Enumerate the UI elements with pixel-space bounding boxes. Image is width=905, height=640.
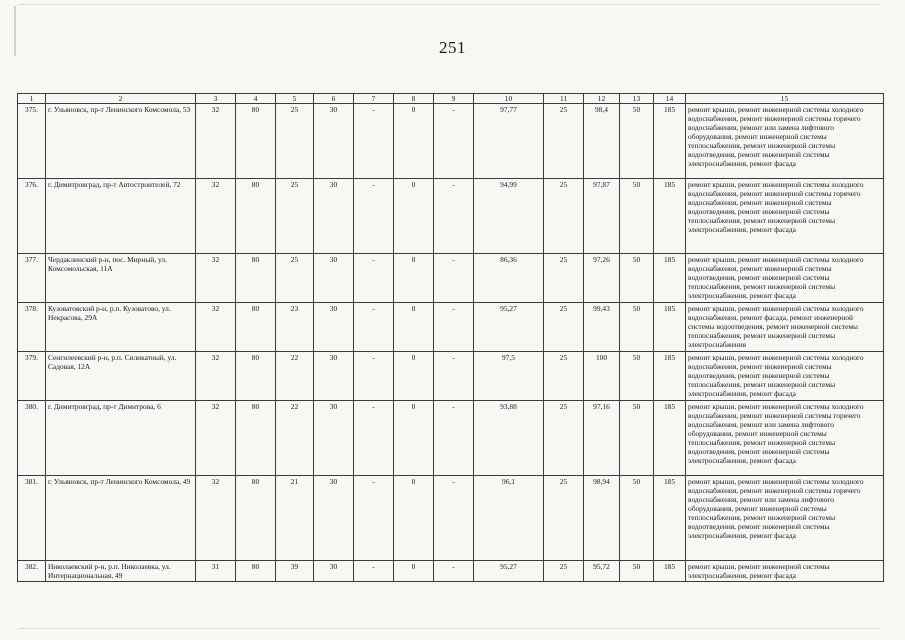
value-cell: - (434, 254, 474, 303)
row-number: 379. (18, 352, 46, 401)
column-number: 13 (620, 94, 654, 104)
table-row (18, 401, 884, 476)
value-cell: 185 (654, 179, 686, 254)
value-cell: 39 (276, 561, 314, 582)
column-number: 5 (276, 94, 314, 104)
value-cell: - (354, 254, 394, 303)
value-cell: 0 (394, 352, 434, 401)
value-cell: - (434, 179, 474, 254)
value-cell: - (434, 561, 474, 582)
value-cell: 0 (394, 254, 434, 303)
value-cell: 185 (654, 352, 686, 401)
row-number: 375. (18, 104, 46, 179)
value-cell: - (354, 179, 394, 254)
row-number: 376. (18, 179, 46, 254)
value-cell: - (354, 352, 394, 401)
address-cell: г. Ульяновск, пр-т Ленинского Комсомола, 53 (46, 104, 196, 179)
value-cell: 80 (236, 401, 276, 476)
value-cell: 97,5 (474, 352, 544, 401)
value-cell: 185 (654, 104, 686, 179)
works-cell: ремонт крыши, ремонт инженерной системы холодного водоснабжения, ремонт инженерной системы горячего водоснабжения, ремонт или замена лифтового оборудования, ремонт инженерной системы теплоснабжения, ремонт инженерной системы водоотведения, ремонт инженерной системы электроснабжения, ремонт фасада (686, 476, 884, 561)
value-cell: - (354, 303, 394, 352)
value-cell: 94,99 (474, 179, 544, 254)
value-cell: 25 (544, 476, 584, 561)
value-cell: 30 (314, 561, 354, 582)
value-cell: 95,27 (474, 561, 544, 582)
value-cell: 30 (314, 254, 354, 303)
value-cell: 50 (620, 104, 654, 179)
value-cell: 98,4 (584, 104, 620, 179)
table-row (18, 254, 884, 303)
column-number: 6 (314, 94, 354, 104)
value-cell: 25 (276, 179, 314, 254)
column-number: 15 (686, 94, 884, 104)
value-cell: 25 (544, 303, 584, 352)
value-cell: 97,26 (584, 254, 620, 303)
value-cell: - (354, 104, 394, 179)
value-cell: 0 (394, 104, 434, 179)
value-cell: 80 (236, 303, 276, 352)
value-cell: 21 (276, 476, 314, 561)
value-cell: 32 (196, 401, 236, 476)
works-cell: ремонт крыши, ремонт инженерной системы холодного водоснабжения, ремонт инженерной системы водоотведения, ремонт инженерной системы теплоснабжения, ремонт инженерной системы электроснабжения, ремонт фасада (686, 254, 884, 303)
works-cell: ремонт крыши, ремонт инженерной системы электроснабжения, ремонт фасада (686, 561, 884, 582)
value-cell: 32 (196, 254, 236, 303)
scan-bottom-border (20, 628, 880, 630)
value-cell: 32 (196, 352, 236, 401)
value-cell: 97,87 (584, 179, 620, 254)
column-number-row (18, 94, 884, 104)
value-cell: 25 (544, 104, 584, 179)
works-cell: ремонт крыши, ремонт инженерной системы холодного водоснабжения, ремонт инженерной системы горячего водоснабжения, ремонт или замена лифтового оборудования, ремонт инженерной системы теплоснабжения, ремонт инженерной системы водоотведения, ремонт инженерной системы электроснабжения, ремонт фасада (686, 104, 884, 179)
value-cell: 32 (196, 104, 236, 179)
value-cell: 93,88 (474, 401, 544, 476)
table-row (18, 476, 884, 561)
value-cell: 185 (654, 303, 686, 352)
works-cell: ремонт крыши, ремонт инженерной системы холодного водоснабжения, ремонт инженерной системы водоотведения, ремонт инженерной системы теплоснабжения, ремонт инженерной системы электроснабжения, ремонт фасада (686, 352, 884, 401)
column-number: 3 (196, 94, 236, 104)
row-number: 378. (18, 303, 46, 352)
value-cell: 0 (394, 476, 434, 561)
column-number: 2 (46, 94, 196, 104)
value-cell: 50 (620, 254, 654, 303)
value-cell: - (434, 303, 474, 352)
table-row (18, 179, 884, 254)
table-row (18, 303, 884, 352)
column-number: 11 (544, 94, 584, 104)
value-cell: - (434, 104, 474, 179)
row-number: 380. (18, 401, 46, 476)
address-cell: Сенгилеевский р-н, р.п. Силикатный, ул. Садовая, 12А (46, 352, 196, 401)
value-cell: - (354, 561, 394, 582)
value-cell: 30 (314, 104, 354, 179)
row-number: 382. (18, 561, 46, 582)
page-number: 251 (439, 38, 466, 57)
repair-register-table (17, 93, 884, 582)
value-cell: 80 (236, 104, 276, 179)
value-cell: 25 (544, 561, 584, 582)
value-cell: 25 (544, 254, 584, 303)
address-cell: г. Ульяновск, пр-т Ленинского Комсомола, 49 (46, 476, 196, 561)
row-number: 381. (18, 476, 46, 561)
value-cell: 97,77 (474, 104, 544, 179)
value-cell: 95,72 (584, 561, 620, 582)
value-cell: 0 (394, 561, 434, 582)
value-cell: - (434, 352, 474, 401)
value-cell: - (434, 401, 474, 476)
scan-top-border (20, 4, 880, 6)
value-cell: 50 (620, 179, 654, 254)
value-cell: 23 (276, 303, 314, 352)
value-cell: 95,27 (474, 303, 544, 352)
value-cell: 30 (314, 352, 354, 401)
value-cell: 99,43 (584, 303, 620, 352)
value-cell: 80 (236, 352, 276, 401)
value-cell: 25 (276, 254, 314, 303)
value-cell: 98,94 (584, 476, 620, 561)
works-cell: ремонт крыши, ремонт инженерной системы холодного водоснабжения, ремонт инженерной системы горячего водоснабжения, ремонт инженерной системы водоотведения, ремонт инженерной системы теплоснабжения, ремонт инженерной системы электроснабжения, ремонт фасада (686, 179, 884, 254)
value-cell: 32 (196, 476, 236, 561)
address-cell: Кузоватовский р-н, р.п. Кузоватово, ул. Некрасова, 29А (46, 303, 196, 352)
value-cell: 185 (654, 254, 686, 303)
value-cell: 50 (620, 303, 654, 352)
address-cell: г. Димитровград, пр-т Автостроителей, 72 (46, 179, 196, 254)
value-cell: 30 (314, 476, 354, 561)
value-cell: 80 (236, 179, 276, 254)
column-number: 14 (654, 94, 686, 104)
value-cell: 25 (544, 401, 584, 476)
value-cell: 185 (654, 401, 686, 476)
column-number: 7 (354, 94, 394, 104)
works-cell: ремонт крыши, ремонт инженерной системы холодного водоснабжения, ремонт инженерной системы горячего водоснабжения, ремонт или замена лифтового оборудования, ремонт инженерной системы теплоснабжения, ремонт инженерной системы водоотведения, ремонт инженерной системы электроснабжения, ремонт фасада (686, 401, 884, 476)
table-row (18, 104, 884, 179)
column-number: 12 (584, 94, 620, 104)
value-cell: 0 (394, 303, 434, 352)
value-cell: 32 (196, 303, 236, 352)
value-cell: 185 (654, 561, 686, 582)
value-cell: 25 (544, 352, 584, 401)
table-row (18, 352, 884, 401)
value-cell: 31 (196, 561, 236, 582)
value-cell: 30 (314, 401, 354, 476)
value-cell: - (354, 401, 394, 476)
value-cell: 97,16 (584, 401, 620, 476)
address-cell: Николаевский р-н, р.п. Николаевка, ул. Интернациональная, 49 (46, 561, 196, 582)
column-number: 4 (236, 94, 276, 104)
works-cell: ремонт крыши, ремонт инженерной системы холодного водоснабжения, ремонт фасада, ремонт инженерной системы водоотведения, ремонт инженерной системы теплоснабжения, ремонт инженерной системы электроснабжения (686, 303, 884, 352)
address-cell: Чердаклинский р-н, пос. Мирный, ул. Комсомольская, 11А (46, 254, 196, 303)
value-cell: 96,1 (474, 476, 544, 561)
row-number: 377. (18, 254, 46, 303)
value-cell: 25 (276, 104, 314, 179)
value-cell: 80 (236, 254, 276, 303)
address-cell: г. Димитровград, пр-т Димитрова, 6 (46, 401, 196, 476)
value-cell: 80 (236, 476, 276, 561)
value-cell: 30 (314, 179, 354, 254)
value-cell: 32 (196, 179, 236, 254)
value-cell: - (354, 476, 394, 561)
value-cell: 30 (314, 303, 354, 352)
table-row (18, 561, 884, 582)
column-number: 1 (18, 94, 46, 104)
column-number: 10 (474, 94, 544, 104)
value-cell: 22 (276, 401, 314, 476)
column-number: 8 (394, 94, 434, 104)
value-cell: 50 (620, 561, 654, 582)
value-cell: 86,36 (474, 254, 544, 303)
value-cell: 25 (544, 179, 584, 254)
value-cell: - (434, 476, 474, 561)
value-cell: 50 (620, 401, 654, 476)
value-cell: 80 (236, 561, 276, 582)
value-cell: 22 (276, 352, 314, 401)
value-cell: 0 (394, 179, 434, 254)
value-cell: 185 (654, 476, 686, 561)
column-number: 9 (434, 94, 474, 104)
value-cell: 0 (394, 401, 434, 476)
value-cell: 50 (620, 352, 654, 401)
value-cell: 50 (620, 476, 654, 561)
value-cell: 100 (584, 352, 620, 401)
